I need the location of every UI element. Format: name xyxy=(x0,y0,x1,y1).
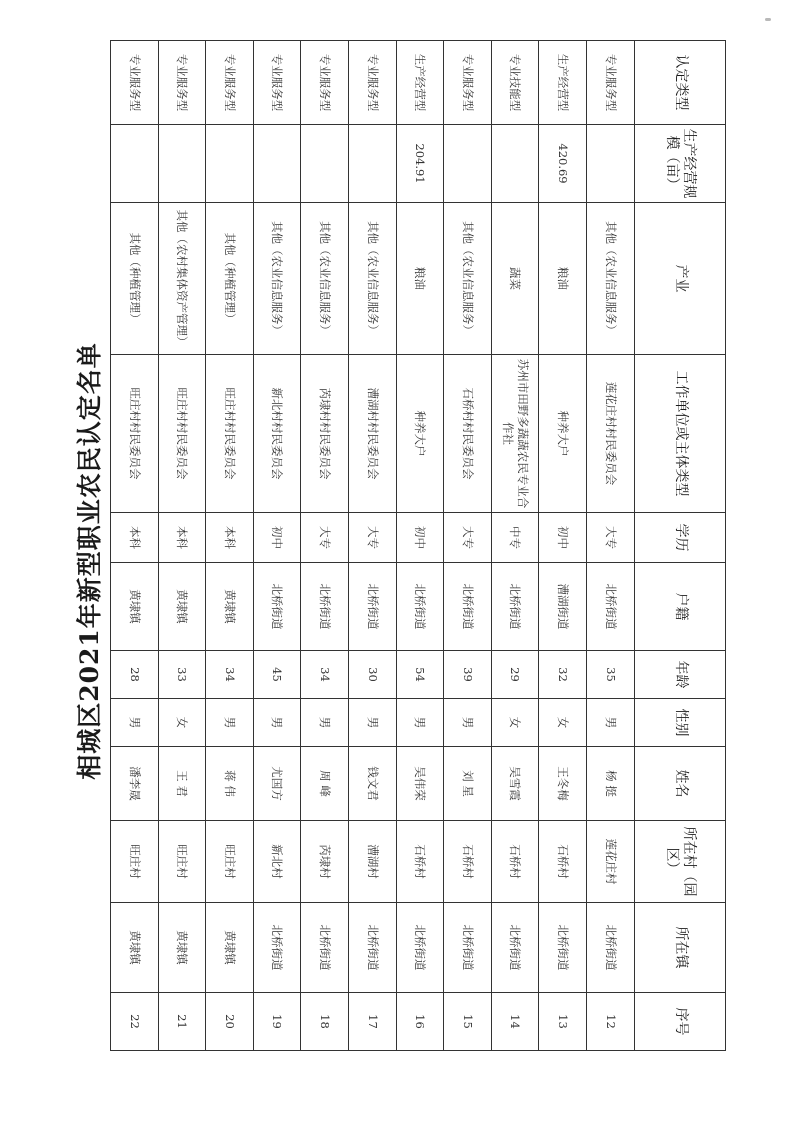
cell-scale: 420.69 xyxy=(539,125,587,203)
cell-village: 石桥村 xyxy=(491,821,539,903)
table-row xyxy=(396,41,444,1051)
cell-edu: 初中 xyxy=(396,513,444,563)
cell-type: 专业服务型 xyxy=(444,41,492,125)
header-cell: 姓名 xyxy=(634,747,725,821)
cell-village: 石桥村 xyxy=(539,821,587,903)
header-cell: 生产经营规模（亩） xyxy=(634,125,725,203)
cell-unit: 旺庄村村民委员会 xyxy=(206,355,254,513)
table-row xyxy=(253,41,301,1051)
cell-industry: 其他（种植管理） xyxy=(206,203,254,355)
cell-unit: 漕湖村村民委员会 xyxy=(349,355,397,513)
cell-edu: 初中 xyxy=(539,513,587,563)
cell-type: 生产经营型 xyxy=(396,41,444,125)
cell-village: 旺庄村 xyxy=(111,821,159,903)
cell-huji: 北桥街道 xyxy=(444,563,492,651)
cell-name: 王冬梅 xyxy=(539,747,587,821)
cell-age: 45 xyxy=(253,651,301,699)
cell-age: 39 xyxy=(444,651,492,699)
cell-edu: 本科 xyxy=(111,513,159,563)
cell-scale xyxy=(301,125,349,203)
cell-unit: 石桥村村民委员会 xyxy=(444,355,492,513)
table-row xyxy=(491,41,539,1051)
table-row xyxy=(206,41,254,1051)
cell-village: 新北村 xyxy=(253,821,301,903)
cell-edu: 中专 xyxy=(491,513,539,563)
cell-town: 北桥街道 xyxy=(301,903,349,993)
cell-sex: 男 xyxy=(396,699,444,747)
cell-village: 漕湖村 xyxy=(349,821,397,903)
cell-huji: 黄埭镇 xyxy=(111,563,159,651)
cell-no: 14 xyxy=(491,993,539,1051)
cell-industry: 粮油 xyxy=(396,203,444,355)
cell-sex: 男 xyxy=(206,699,254,747)
cell-unit: 种养大户 xyxy=(396,355,444,513)
cell-scale xyxy=(349,125,397,203)
table-row xyxy=(301,41,349,1051)
cell-industry: 其他（农业信息服务） xyxy=(587,203,635,355)
cell-sex: 男 xyxy=(111,699,159,747)
cell-no: 15 xyxy=(444,993,492,1051)
cell-sex: 男 xyxy=(587,699,635,747)
cell-type: 生产经营型 xyxy=(539,41,587,125)
cell-village: 石桥村 xyxy=(444,821,492,903)
cell-huji: 北桥街道 xyxy=(491,563,539,651)
header-cell: 户籍 xyxy=(634,563,725,651)
cell-type: 专业服务型 xyxy=(349,41,397,125)
cell-edu: 本科 xyxy=(158,513,206,563)
cell-unit: 莲花庄村村民委员会 xyxy=(587,355,635,513)
cell-no: 12 xyxy=(587,993,635,1051)
header-cell: 所在镇 xyxy=(634,903,725,993)
cell-scale xyxy=(111,125,159,203)
cell-name: 钱文君 xyxy=(349,747,397,821)
cell-no: 20 xyxy=(206,993,254,1051)
cell-village: 旺庄村 xyxy=(158,821,206,903)
table-row xyxy=(587,41,635,1051)
table-header-row xyxy=(634,41,725,1051)
cell-type: 专业服务型 xyxy=(111,41,159,125)
cell-unit: 新北村村民委员会 xyxy=(253,355,301,513)
cell-scale xyxy=(444,125,492,203)
cell-industry: 其他（种植管理） xyxy=(111,203,159,355)
cell-huji: 北桥街道 xyxy=(301,563,349,651)
farmer-list-table xyxy=(110,40,726,1051)
cell-edu: 大专 xyxy=(349,513,397,563)
cell-huji: 北桥街道 xyxy=(587,563,635,651)
cell-village: 旺庄村 xyxy=(206,821,254,903)
cell-unit: 旺庄村村民委员会 xyxy=(111,355,159,513)
cell-type: 专业服务型 xyxy=(206,41,254,125)
cell-huji: 漕湖街道 xyxy=(539,563,587,651)
cell-type: 专业服务型 xyxy=(158,41,206,125)
cell-industry: 其他（农业信息服务） xyxy=(444,203,492,355)
header-cell: 学历 xyxy=(634,513,725,563)
cell-sex: 女 xyxy=(491,699,539,747)
header-cell: 产业 xyxy=(634,203,725,355)
cell-scale xyxy=(491,125,539,203)
cell-huji: 北桥街道 xyxy=(253,563,301,651)
cell-scale: 204.91 xyxy=(396,125,444,203)
cell-scale xyxy=(587,125,635,203)
cell-village: 芮埭村 xyxy=(301,821,349,903)
table-row xyxy=(158,41,206,1051)
cell-no: 13 xyxy=(539,993,587,1051)
cell-age: 35 xyxy=(587,651,635,699)
cell-name: 吴伟荣 xyxy=(396,747,444,821)
cell-unit: 种养大户 xyxy=(539,355,587,513)
cell-industry: 粮油 xyxy=(539,203,587,355)
cell-type: 专业服务型 xyxy=(253,41,301,125)
cell-unit: 苏州市田野多蔬蔬农民专业合作社 xyxy=(491,355,539,513)
cell-type: 专业服务型 xyxy=(301,41,349,125)
cell-age: 32 xyxy=(539,651,587,699)
cell-name: 刘 星 xyxy=(444,747,492,821)
rotated-table-wrapper xyxy=(110,40,726,1050)
header-cell: 认定类型 xyxy=(634,41,725,125)
cell-scale xyxy=(253,125,301,203)
cell-scale xyxy=(206,125,254,203)
cell-name: 吴雪霞 xyxy=(491,747,539,821)
cell-unit: 旺庄村村民委员会 xyxy=(158,355,206,513)
cell-town: 北桥街道 xyxy=(349,903,397,993)
cell-unit: 芮埭村村民委员会 xyxy=(301,355,349,513)
cell-huji: 北桥街道 xyxy=(396,563,444,651)
cell-industry: 其他（农业信息服务） xyxy=(349,203,397,355)
cell-huji: 北桥街道 xyxy=(349,563,397,651)
table-row xyxy=(539,41,587,1051)
cell-town: 北桥街道 xyxy=(253,903,301,993)
cell-age: 34 xyxy=(301,651,349,699)
cell-scale xyxy=(158,125,206,203)
cell-age: 30 xyxy=(349,651,397,699)
cell-name: 王 君 xyxy=(158,747,206,821)
cell-age: 34 xyxy=(206,651,254,699)
cell-village: 莲花庄村 xyxy=(587,821,635,903)
cell-sex: 男 xyxy=(301,699,349,747)
scan-mark xyxy=(765,18,771,21)
cell-industry: 其他（农村集体资产管理） xyxy=(158,203,206,355)
cell-age: 29 xyxy=(491,651,539,699)
cell-name: 蒋 伟 xyxy=(206,747,254,821)
cell-no: 21 xyxy=(158,993,206,1051)
cell-age: 54 xyxy=(396,651,444,699)
table-row xyxy=(111,41,159,1051)
cell-sex: 男 xyxy=(253,699,301,747)
cell-name: 潘李晟 xyxy=(111,747,159,821)
cell-huji: 黄埭镇 xyxy=(206,563,254,651)
cell-type: 专业技能型 xyxy=(491,41,539,125)
cell-huji: 黄埭镇 xyxy=(158,563,206,651)
cell-sex: 女 xyxy=(158,699,206,747)
cell-town: 黄埭镇 xyxy=(111,903,159,993)
cell-edu: 本科 xyxy=(206,513,254,563)
cell-name: 周 峰 xyxy=(301,747,349,821)
table-row xyxy=(349,41,397,1051)
cell-no: 19 xyxy=(253,993,301,1051)
header-cell: 性别 xyxy=(634,699,725,747)
cell-sex: 男 xyxy=(349,699,397,747)
cell-town: 北桥街道 xyxy=(491,903,539,993)
cell-town: 北桥街道 xyxy=(587,903,635,993)
cell-town: 北桥街道 xyxy=(444,903,492,993)
header-cell: 年龄 xyxy=(634,651,725,699)
cell-industry: 其他（农业信息服务） xyxy=(253,203,301,355)
cell-edu: 大专 xyxy=(587,513,635,563)
cell-age: 33 xyxy=(158,651,206,699)
cell-name: 杨 挺 xyxy=(587,747,635,821)
cell-no: 16 xyxy=(396,993,444,1051)
cell-sex: 男 xyxy=(444,699,492,747)
cell-sex: 女 xyxy=(539,699,587,747)
header-cell: 序号 xyxy=(634,993,725,1051)
cell-name: 尤国方 xyxy=(253,747,301,821)
cell-industry: 其他（农业信息服务） xyxy=(301,203,349,355)
cell-type: 专业服务型 xyxy=(587,41,635,125)
table-row xyxy=(444,41,492,1051)
cell-town: 北桥街道 xyxy=(539,903,587,993)
cell-town: 黄埭镇 xyxy=(206,903,254,993)
cell-town: 北桥街道 xyxy=(396,903,444,993)
cell-no: 22 xyxy=(111,993,159,1051)
cell-town: 黄埭镇 xyxy=(158,903,206,993)
cell-edu: 大专 xyxy=(301,513,349,563)
cell-edu: 初中 xyxy=(253,513,301,563)
header-cell: 所在村（园区） xyxy=(634,821,725,903)
page-title: 相城区2021年新型职业农民认定名单 xyxy=(75,342,104,780)
cell-no: 18 xyxy=(301,993,349,1051)
cell-industry: 蔬菜 xyxy=(491,203,539,355)
header-cell: 工作单位或主体类型 xyxy=(634,355,725,513)
cell-no: 17 xyxy=(349,993,397,1051)
cell-village: 石桥村 xyxy=(396,821,444,903)
cell-edu: 大专 xyxy=(444,513,492,563)
cell-age: 28 xyxy=(111,651,159,699)
